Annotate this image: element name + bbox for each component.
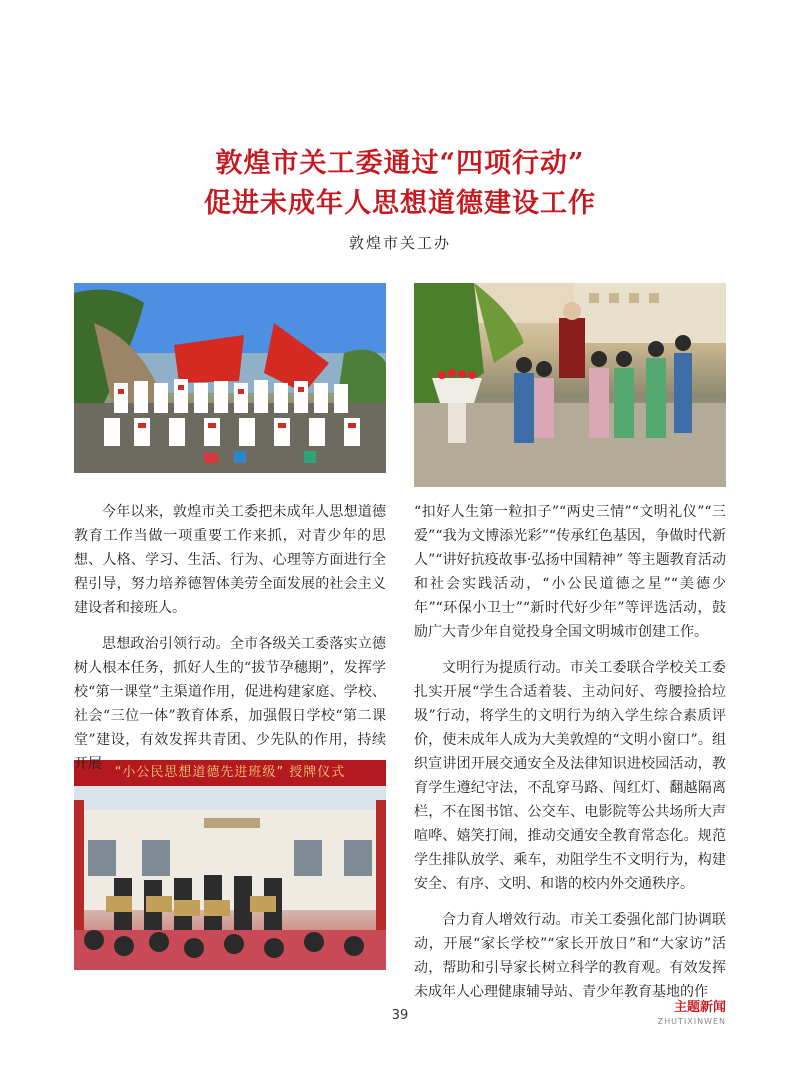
author-byline: 敦煌市关工办	[348, 234, 451, 252]
photo-award-ceremony-art	[74, 760, 386, 970]
paragraph-activities: “扣好人生第一粒扣子”“两史三情”“文明礼仪”“三爱”“我为文博添光彩”“传承红色基因，争做时代新人”“讲好抗疫故事·弘扬中国精神” 等主题教育活动和社会实践活动，“小公民道德之星”“美德少年”“环保小卫士”“新时代好少年”等评选活动，鼓励广大青少年自觉投身全国文明城市创建工作。	[414, 504, 726, 640]
photo-elder-with-children	[414, 283, 726, 487]
photo-elder-with-children-art	[414, 283, 726, 487]
photo-students-with-flags-art	[74, 283, 386, 473]
paragraph-intro: 今年以来，敦煌市关工委把未成年人思想道德教育工作当做一项重要工作来抓，对青少年的思想、人格、学习、生活、行为、心理等方面进行全程引导，努力培养德智体美劳全面发展的社会主义建设者和接班人。	[74, 504, 386, 616]
page-number: 39	[391, 1008, 409, 1023]
brand-chinese: 主题新闻	[673, 1000, 726, 1015]
left-column	[74, 500, 386, 776]
paragraph-joint-education: 合力育人增效行动。市关工委强化部门协调联动，开展“家长学校”“家长开放日”和“大家访”活动，帮助和引导家长树立科学的教育观。有效发挥未成年人心理健康辅导站、青少年教育基地的作	[414, 912, 726, 1000]
title-line-2: 促进未成年人思想道德建设工作	[204, 188, 596, 219]
paragraph-civility: 文明行为提质行动。市关工委联合学校关工委扎实开展“学生合适着装、主动问好、弯腰捡拾垃圾”行动，将学生的文明行为纳入学生综合素质评价，使未成年人成为大美敦煌的“文明小窗口”。组织宣讲团开展交通安全及法律知识进校园活动，教育学生遵纪守法，不乱穿马路、闯红灯、翻越隔离栏，不在图书馆、公交车、电影院等公共场所大声喧哗、嬉笑打闹，推动交通安全教育常态化。规范学生排队放学、乘车，劝阻学生不文明行为，构建安全、有序、文明、和谐的校内外交通秩序。	[414, 660, 726, 892]
right-column	[414, 500, 726, 1004]
title-line-1: 敦煌市关工委通过“四项行动”	[215, 148, 585, 179]
ceremony-banner-text: “小公民思想道德先进班级” 授牌仪式	[74, 760, 386, 786]
photo-award-ceremony	[74, 760, 386, 970]
article-title	[0, 144, 800, 224]
section-brand	[658, 1000, 726, 1027]
photo-students-with-flags	[74, 283, 386, 473]
brand-pinyin: ZHUTIXINWEN	[657, 1017, 726, 1026]
paragraph-ideology: 思想政治引领行动。全市各级关工委落实立德树人根本任务，抓好人生的“拔节孕穗期”，发挥学校“第一课堂”主渠道作用，促进构建家庭、学校、社会“三位一体”教育体系，加强假日学校“第二课堂”建设，有效发挥共青团、少先队的作用，持续开展	[74, 636, 386, 772]
